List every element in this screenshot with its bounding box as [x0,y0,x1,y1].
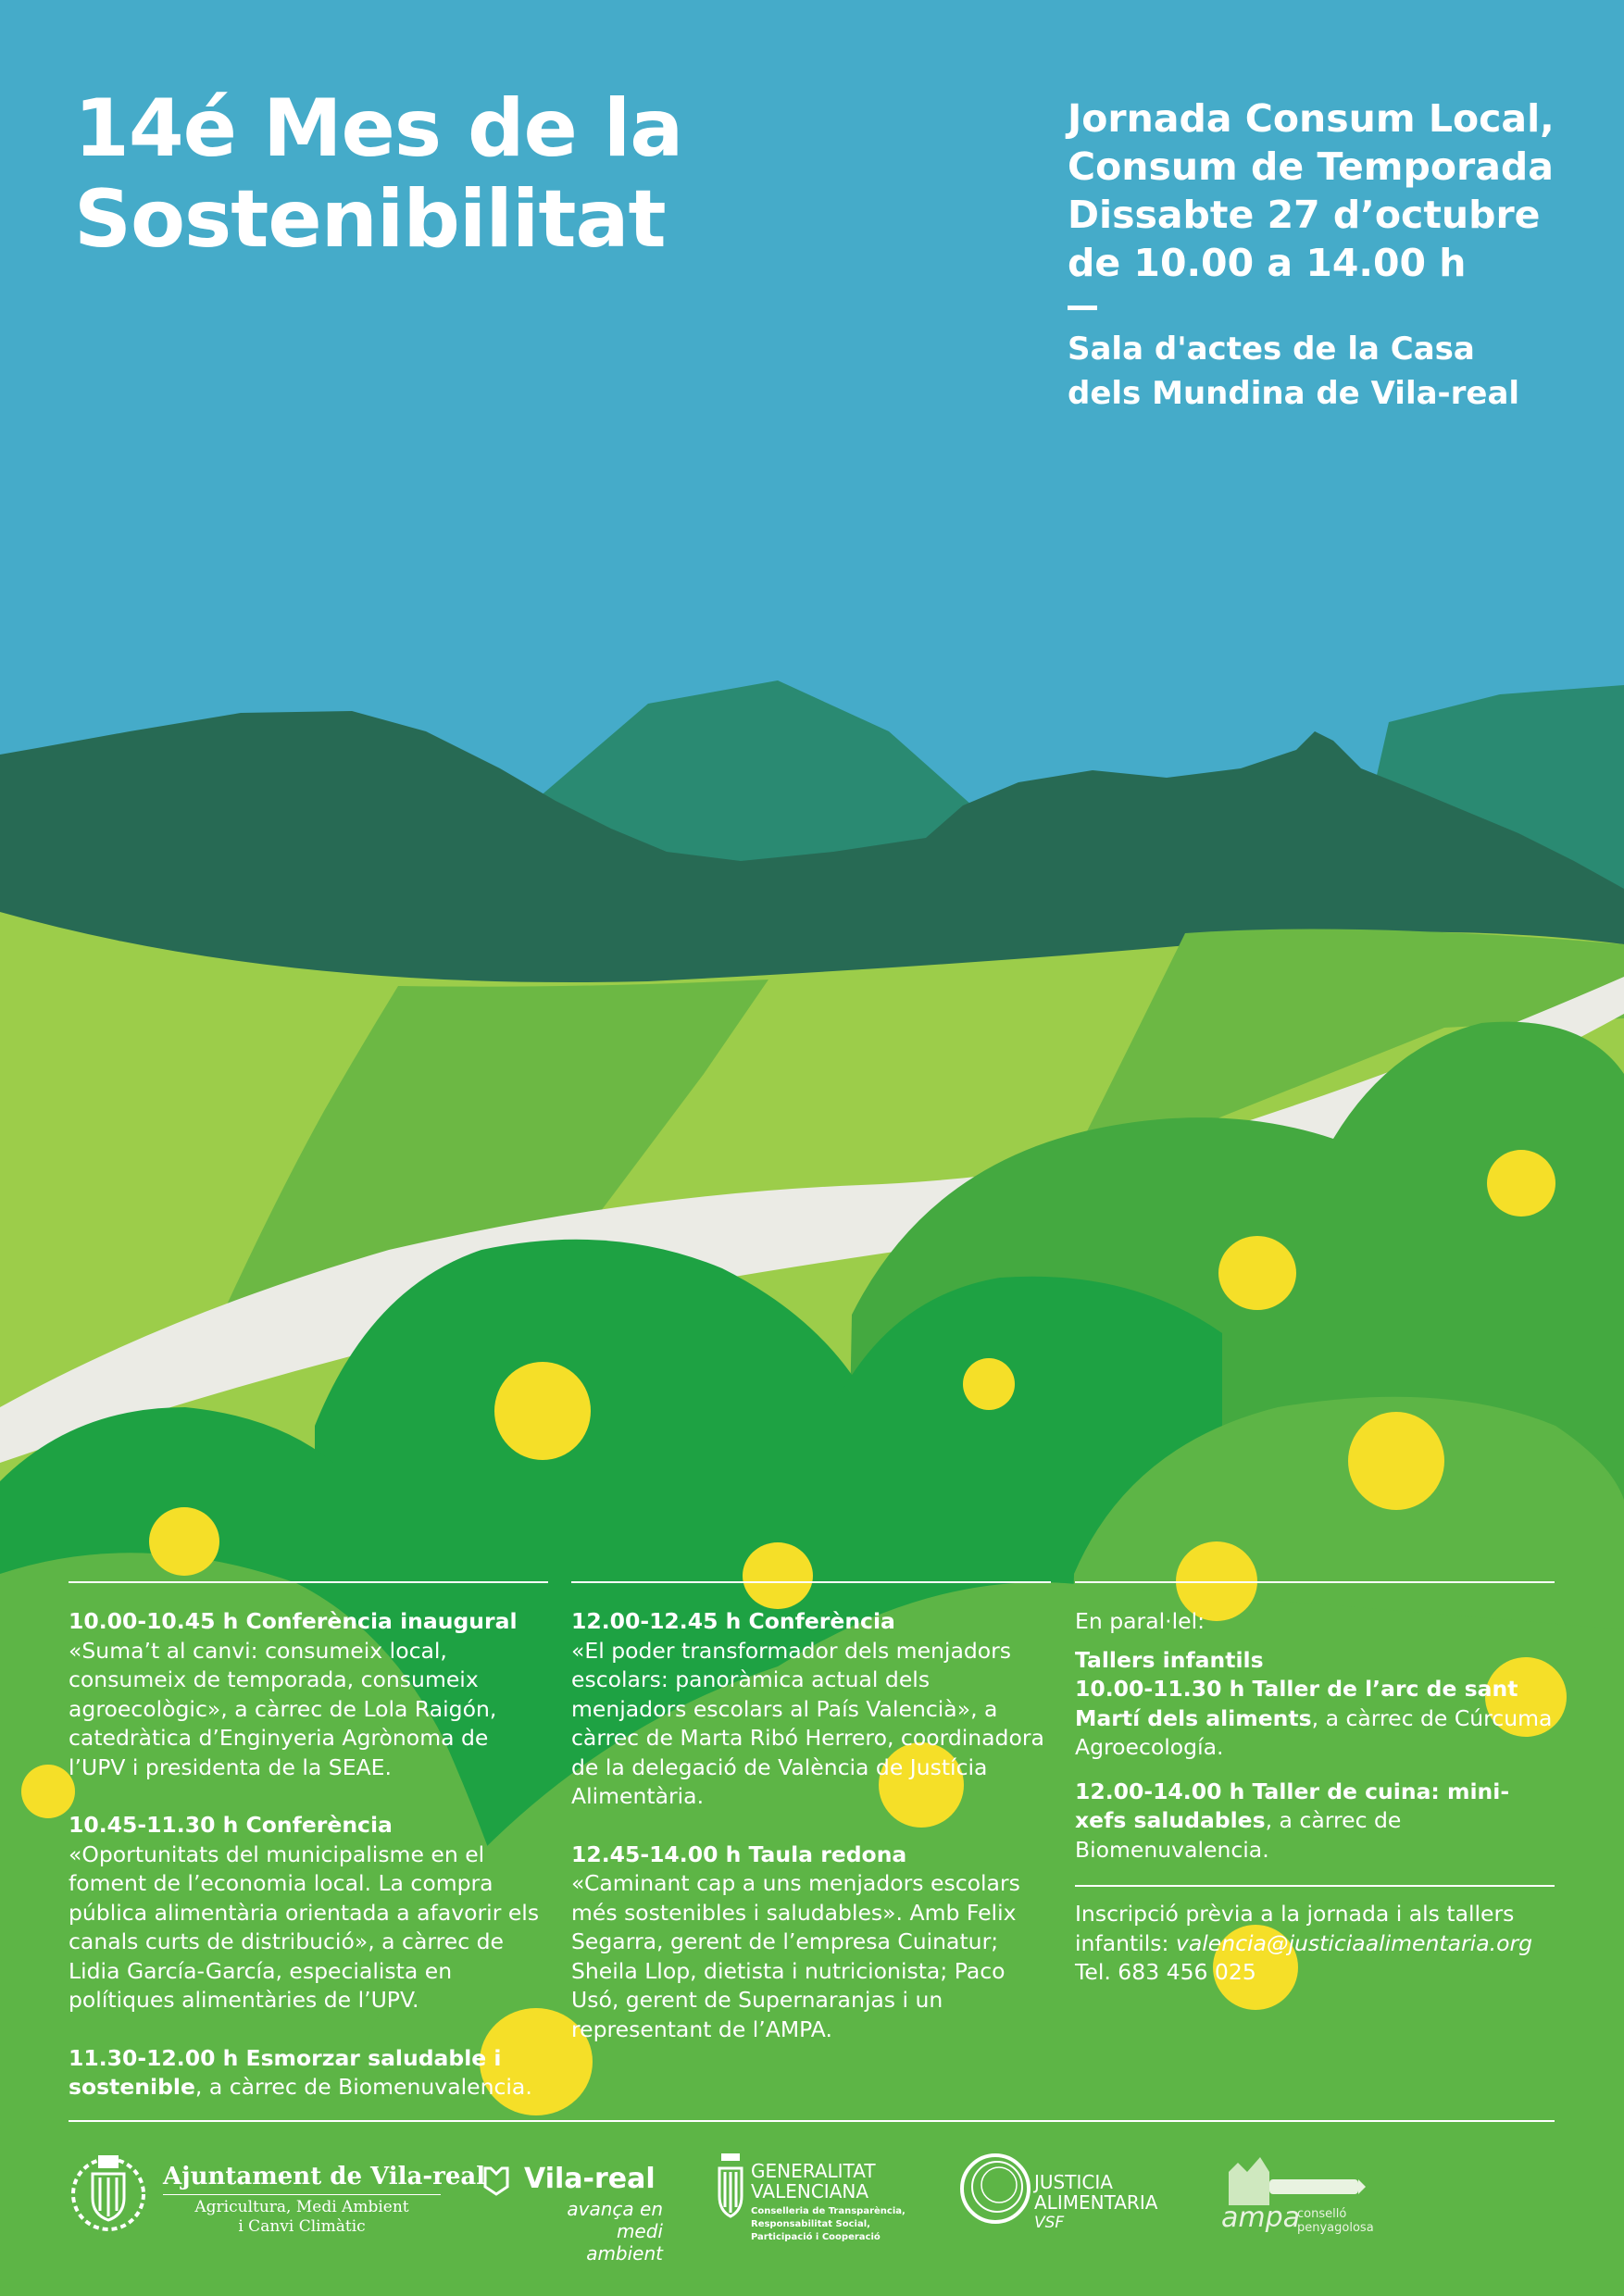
event-line-1: Jornada Consum Local, [1068,96,1555,141]
registration-text: Inscripció prèvia a la jornada i als tallers infantils: [1075,1901,1515,1956]
fruit [1487,1150,1555,1217]
generalitat-sub-1: Conselleria de Transparència, [751,2206,906,2216]
pencil-building-icon [1227,2150,1366,2207]
ampa-sub-1: conselló [1297,2207,1347,2221]
session-5 [571,1841,1051,2045]
vila-real-tag-2: medi ambient [586,2220,663,2265]
justicia-vsf: VSF [1034,2214,1065,2232]
event-time: de 10.00 a 14.00 h [1068,241,1467,285]
workshop-1-text: , a càrrec de Cúrcuma Agroecología. [1075,1704,1553,1760]
session-2-text: «Oportunitats del municipalisme en el foment de l’economia local. La compra pública alimentària orientada a afavorir els canals curts de distribució», a càrrec de Lidia García-García, especialista en polítiques alimentàries de l’UPV. [69,1841,540,2013]
generalitat-sub-3: Participació i Cooperació [751,2232,881,2242]
divider-dash [1068,306,1097,310]
ampa-sub-2: penyagolosa [1297,2221,1374,2235]
parallel-intro-text: En paral·lel: [1075,1608,1206,1634]
session-5-text: «Caminant cap a uns menjadors escolars més sostenibles i saludables». Amb Felix Segarra, gerent de l’empresa Cuinatur; Sheila Llop, dietista i nutricionista; Paco Usó, gerent de Supernaranjas i un representant de l’AMPA. [571,1870,1020,2042]
session-2-heading: 10.45-11.30 h Conferència [69,1812,393,1838]
justicia-line-1: JUSTICIA [1034,2171,1113,2193]
title-line-2: Sostenibilitat [74,173,666,266]
ampa-subtitle [1297,2207,1374,2235]
session-4 [571,1607,1051,1812]
workshops-heading [1075,1646,1555,1676]
session-3-text: , a càrrec de Biomenuvalencia. [194,2074,532,2100]
program-column-3 [1075,1581,1555,1988]
event-venue-2: dels Mundina de Vila-real [1068,375,1520,412]
registration-phone: Tel. 683 456 025 [1075,1959,1256,1985]
session-5-heading: 12.45-14.00 h Taula redona [571,1841,907,1867]
page-title [74,83,682,265]
workshops-heading-text: Tallers infantils [1075,1646,1264,1673]
session-4-heading: 12.00-12.45 h Conferència [571,1608,895,1634]
fruit [21,1765,75,1818]
ajuntament-sub-2: i Canvi Climàtic [238,2217,366,2236]
frog-icon [481,2165,511,2196]
generalitat-sub-2: Responsabilitat Social, [751,2219,870,2229]
event-info [1068,94,1586,416]
generalitat-shield-icon [718,2153,745,2218]
generalitat-title [751,2161,876,2202]
generalitat-line-1: GENERALITAT [751,2160,876,2182]
ajuntament-sub-1: Agricultura, Medi Ambient [194,2198,409,2216]
workshop-2 [1075,1778,1555,1866]
parallel-intro [1075,1607,1555,1637]
session-4-text: «El poder transformador dels menjadors escolars: panoràmica actual dels menjadors escolars al País Valencià», a càrrec de Marta Ribó Herrero, coordinadora de la delegació de València de Justícia Alimentària. [571,1637,1044,1809]
program-column-1 [69,1581,548,2131]
vila-real-tagline [537,2198,663,2265]
session-1-text: «Suma’t al canvi: consumeix local, consumeix de temporada, consumeix agroecològic», a càrrec de Lola Raigón, catedràtica d’Enginyeria Agrònoma de l’UPV i presidenta de la SEAE. [69,1637,497,1780]
coat-of-arms-icon [67,2150,150,2233]
fruit [1218,1236,1296,1310]
swirl-ring-icon [956,2150,1034,2227]
generalitat-line-2: VALENCIANA [751,2180,869,2202]
justicia-title [1034,2172,1157,2233]
registration-info [1075,1885,1555,1988]
generalitat-subtitle [751,2205,906,2244]
workshop-1 [1075,1675,1555,1763]
session-3-heading: 11.30-12.00 h Esmorzar saludable i sostenible [69,2044,502,2100]
session-2 [69,1811,548,2015]
vila-real-tag-1: avança en [567,2198,663,2220]
justicia-line-2: ALIMENTARIA [1034,2191,1158,2214]
event-venue-1: Sala d'actes de la Casa [1068,331,1475,368]
ajuntament-name: Ajuntament de Vila-real [163,2163,441,2195]
event-line-2: Consum de Temporada [1068,144,1554,189]
workshop-2-text: , a càrrec de Biomenuvalencia. [1075,1807,1402,1863]
program-column-2 [571,1581,1051,2073]
session-1 [69,1607,548,1782]
session-3 [69,2044,548,2103]
fruit [149,1507,219,1576]
fruit [494,1362,591,1460]
workshop-1-heading: 10.00-11.30 h Taller de l’arc de sant Martí dels aliments [1075,1676,1518,1731]
title-line-1: 14é Mes de la [74,82,683,175]
fruit [963,1358,1015,1410]
footer-divider [69,2120,1555,2122]
event-date: Dissabte 27 d’octubre [1068,193,1541,237]
vila-real-name: Vila-real [524,2163,656,2195]
registration-email-link[interactable]: valencia@justiciaalimentaria.org [1175,1929,1533,1956]
session-1-heading: 10.00-10.45 h Conferència inaugural [69,1608,518,1634]
workshop-2-heading: 12.00-14.00 h Taller de cuina: mini-xefs saludables [1075,1778,1510,1833]
fruit [1348,1412,1444,1510]
ampa-name: ampa [1221,2202,1301,2234]
